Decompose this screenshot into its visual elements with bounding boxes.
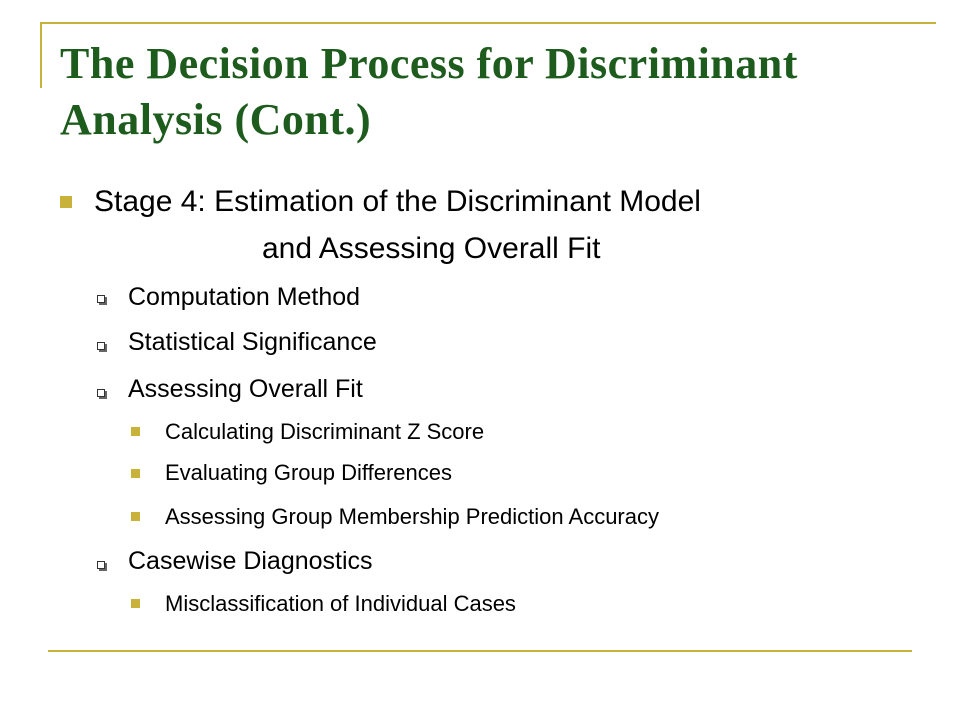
square-bullet-icon xyxy=(131,512,140,521)
sub-sub-item-z-score: Calculating Discriminant Z Score xyxy=(165,419,485,444)
square-bullet-icon xyxy=(131,427,140,436)
slide-title: The Decision Process for Discriminant Analysis (Cont.) xyxy=(60,39,798,144)
sub-item-computation: Computation Method xyxy=(128,283,361,311)
sub-sub-item-group-differences: Evaluating Group Differences xyxy=(165,460,452,485)
hollow-square-bullet-icon xyxy=(97,295,105,303)
bottom-rule xyxy=(48,650,912,652)
stage-line-2: and Assessing Overall Fit xyxy=(262,232,601,265)
hollow-square-bullet-icon xyxy=(97,342,105,350)
sub-item-significance: Statistical Significance xyxy=(128,328,377,356)
stage-line-1: Stage 4: Estimation of the Discriminant Model xyxy=(94,185,701,218)
sub-item-casewise: Casewise Diagnostics xyxy=(128,547,373,575)
hollow-square-bullet-icon xyxy=(97,561,105,569)
square-bullet-icon xyxy=(131,469,140,478)
hollow-square-bullet-icon xyxy=(97,389,105,397)
sub-item-overall-fit: Assessing Overall Fit xyxy=(128,375,363,403)
square-bullet-icon xyxy=(60,196,72,208)
sub-sub-item-membership: Assessing Group Membership Prediction Accuracy xyxy=(165,504,659,529)
square-bullet-icon xyxy=(131,599,140,608)
sub-sub-item-misclassification: Misclassification of Individual Cases xyxy=(165,591,516,616)
